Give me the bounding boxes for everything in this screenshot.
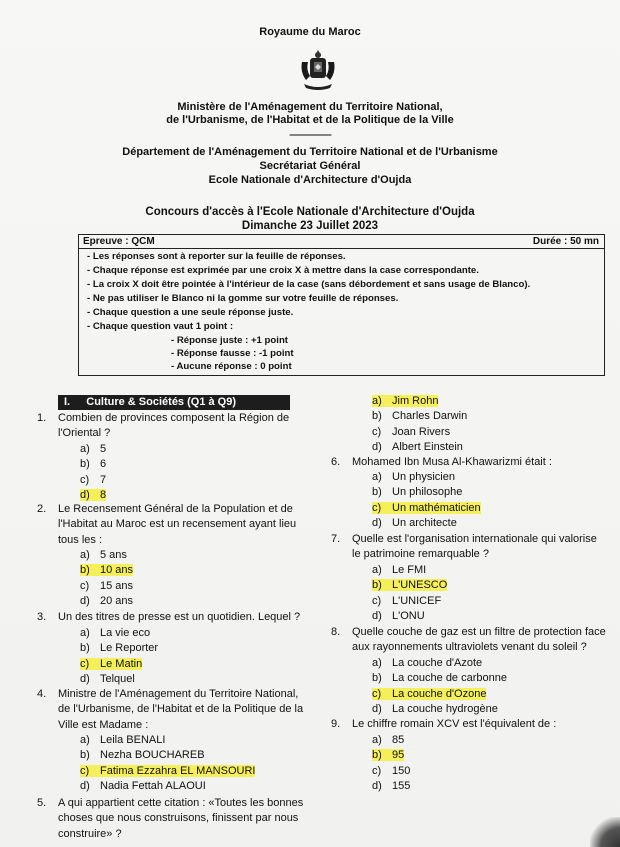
answer-content — [80, 749, 205, 761]
answer-option — [80, 488, 106, 503]
answer-option — [372, 702, 498, 717]
option-letter: d) — [80, 779, 90, 792]
option-text: L'ONU — [392, 609, 425, 622]
option-letter: b) — [372, 486, 382, 499]
answer-option — [372, 656, 482, 671]
option-letter: d) — [372, 516, 382, 529]
option-text: Telquel — [100, 672, 135, 685]
coat-of-arms-icon — [296, 48, 340, 92]
question-text-line: tous les : — [58, 533, 103, 546]
option-text: L'UNICEF — [392, 594, 442, 607]
answer-option — [80, 748, 205, 763]
answer-content — [372, 703, 498, 715]
option-text: 10 ans — [100, 564, 134, 577]
option-text: La couche d'Ozone — [392, 687, 487, 700]
option-letter: a) — [80, 627, 90, 639]
option-text: Le Reporter — [100, 642, 159, 655]
page-corner-shadow — [590, 817, 620, 847]
answer-content — [80, 458, 106, 470]
highlighted-answer — [372, 395, 438, 407]
answer-content — [372, 734, 404, 746]
option-text: Le FMI — [392, 564, 427, 576]
option-text: 5 — [100, 443, 107, 455]
highlighted-answer — [372, 579, 447, 591]
question-3 — [37, 610, 301, 625]
answer-content — [372, 564, 426, 576]
option-letter: b) — [372, 579, 382, 592]
highlighted-answer — [372, 749, 404, 761]
answer-content — [372, 471, 455, 483]
answer-option — [372, 440, 463, 455]
question-text-line: Quelle couche de gaz est un filtre de protection face — [352, 626, 606, 638]
answer-content — [372, 595, 441, 607]
option-letter: d) — [372, 779, 382, 792]
answer-option — [372, 394, 438, 409]
option-text: 8 — [100, 488, 107, 501]
section-title: Culture & Sociétés (Q1 à Q9) — [86, 396, 237, 408]
question-number: 6. — [331, 456, 341, 468]
question-5 — [37, 796, 304, 842]
highlighted-answer — [80, 489, 106, 501]
answer-option — [372, 594, 441, 609]
option-text: Leila BENALI — [100, 734, 166, 746]
answer-content — [80, 595, 133, 607]
answer-option — [372, 425, 450, 440]
question-number: 8. — [331, 626, 341, 638]
option-text: 95 — [392, 749, 405, 762]
scoring-line: - Réponse fausse : -1 point — [171, 348, 294, 359]
question-1 — [37, 411, 290, 442]
answer-option — [80, 442, 106, 457]
answer-option — [372, 748, 404, 763]
scoring-line: - Réponse juste : +1 point — [171, 335, 289, 346]
option-text: 7 — [100, 473, 107, 486]
option-letter: c) — [372, 687, 382, 700]
answer-content — [372, 657, 482, 669]
answer-option — [372, 409, 467, 424]
answer-content — [372, 610, 425, 622]
question-text-line: l'Oriental ? — [58, 427, 111, 440]
question-text-line: Le Recensement Général de la Population et de — [58, 503, 293, 515]
department-line: Département de l'Aménagement du Territoire National et de l'Urbanisme — [122, 146, 498, 158]
option-letter: a) — [80, 443, 90, 455]
option-text: Nezha BOUCHAREB — [100, 749, 205, 762]
option-letter: b) — [372, 410, 382, 423]
question-text-line: aux rayonnements ultraviolets venant du soleil ? — [352, 641, 587, 654]
option-letter: b) — [80, 458, 90, 471]
answer-content — [80, 474, 106, 486]
option-letter: a) — [372, 471, 382, 483]
question-text-line: Combien de provinces composent la Région de — [58, 412, 290, 424]
answer-content — [80, 673, 135, 685]
question-text-line: choses que nous construisons, finissent par nous — [58, 812, 299, 825]
answer-option — [80, 672, 135, 687]
answer-content — [80, 580, 133, 592]
question-text-line: le patrimoine remarquable ? — [352, 548, 489, 561]
question-number: 5. — [37, 797, 47, 809]
answer-option — [80, 563, 133, 578]
question-7 — [331, 532, 597, 563]
option-letter: c) — [372, 764, 382, 777]
secretariat-line: Secrétariat Général — [259, 160, 361, 172]
option-letter: b) — [372, 672, 382, 685]
option-text: 155 — [392, 779, 411, 792]
option-text: La couche d'Azote — [392, 657, 483, 669]
option-letter: b) — [372, 749, 382, 762]
option-text: Nadia Fettah ALAOUI — [100, 779, 206, 792]
option-text: Joan Rivers — [392, 425, 451, 438]
answer-option — [372, 516, 457, 531]
question-number: 3. — [37, 611, 47, 623]
answer-option — [80, 764, 255, 779]
question-number: 4. — [37, 688, 47, 700]
kingdom-title: Royaume du Maroc — [259, 26, 361, 38]
option-letter: c) — [372, 425, 382, 438]
question-text-line: Ville est Madame : — [58, 718, 149, 731]
answer-option — [80, 657, 142, 672]
answer-option — [372, 733, 404, 748]
question-text-line: de l'Urbanisme, de l'Habitat et de la Politique de la — [58, 703, 304, 716]
answer-option — [80, 626, 150, 641]
question-2 — [37, 502, 297, 548]
question-number: 7. — [331, 533, 341, 545]
question-number: 9. — [331, 718, 341, 730]
option-letter: b) — [80, 564, 90, 577]
option-text: L'UNESCO — [392, 579, 448, 592]
answer-option — [372, 485, 462, 500]
question-number: 2. — [37, 503, 47, 515]
option-text: 20 ans — [100, 594, 134, 607]
question-text-line: Ministre de l'Aménagement du Territoire National, — [58, 688, 299, 700]
answer-option — [372, 687, 486, 702]
section-heading — [58, 395, 290, 410]
answer-content — [80, 780, 206, 792]
option-text: Un architecte — [392, 516, 457, 529]
answer-content — [80, 642, 158, 654]
option-text: Le Matin — [100, 657, 143, 670]
instructions-box — [78, 234, 605, 376]
answer-content — [372, 486, 462, 498]
contest-date: Dimanche 23 Juillet 2023 — [241, 220, 379, 232]
option-text: Charles Darwin — [392, 410, 468, 423]
question-text-line: Mohamed Ibn Musa Al-Khawarizmi était : — [352, 456, 552, 468]
question-9 — [331, 717, 557, 732]
question-text-line: A qui appartient cette citation : «Toutes les bonnes — [58, 797, 304, 809]
answer-option — [80, 779, 206, 794]
answer-option — [372, 779, 410, 794]
question-text-line: Le chiffre romain XCV est l'équivalent de : — [352, 718, 557, 730]
option-letter: c) — [80, 579, 90, 592]
answer-option — [80, 548, 127, 563]
option-letter: b) — [80, 642, 90, 655]
answer-content — [372, 517, 457, 529]
answer-content — [372, 765, 410, 777]
question-8 — [331, 625, 606, 656]
option-letter: d) — [80, 488, 90, 501]
option-letter: a) — [372, 734, 382, 746]
section-number: I. — [64, 396, 71, 408]
answer-option — [372, 563, 426, 578]
option-letter: c) — [80, 473, 90, 486]
separator: ------------------------- — [289, 130, 331, 139]
answer-option — [372, 764, 410, 779]
answer-option — [80, 579, 133, 594]
question-4 — [37, 687, 304, 733]
answer-content — [372, 672, 507, 684]
option-letter: a) — [372, 657, 382, 669]
option-letter: c) — [80, 764, 90, 777]
option-text: La couche hydrogène — [392, 702, 498, 715]
answer-content — [80, 443, 106, 455]
option-text: 5 ans — [100, 549, 127, 561]
answer-content — [80, 627, 150, 639]
rule-line: - Chaque question a une seule réponse juste. — [87, 307, 294, 318]
rule-line: - Chaque question vaut 1 point : — [87, 321, 234, 332]
exam-type-label: Epreuve : QCM — [83, 236, 155, 247]
option-text: 15 ans — [100, 579, 134, 592]
answer-option — [372, 470, 455, 485]
question-text-line: l'Habitat au Maroc est un recensement ayant lieu — [58, 518, 297, 531]
answer-option — [80, 594, 133, 609]
option-letter: b) — [80, 749, 90, 762]
answer-content — [372, 780, 410, 792]
rule-line: - Chaque réponse est exprimée par une croix X à mettre dans la case correspondante. — [87, 265, 479, 276]
answer-content — [80, 549, 127, 561]
option-letter: c) — [372, 594, 382, 607]
option-text: 85 — [392, 734, 405, 746]
highlighted-answer — [372, 688, 486, 700]
question-text-line: Quelle est l'organisation internationale qui valorise — [352, 533, 597, 545]
answer-content — [372, 410, 467, 422]
instructions-box-header — [79, 235, 604, 249]
option-text: Un mathématicien — [392, 501, 481, 514]
option-letter: d) — [372, 440, 382, 453]
option-letter: d) — [372, 702, 382, 715]
option-text: Un philosophe — [392, 486, 463, 499]
option-text: Fatima Ezzahra EL MANSOURI — [100, 764, 256, 777]
option-text: La couche de carbonne — [392, 672, 507, 685]
highlighted-answer — [80, 564, 133, 576]
answer-content — [372, 426, 450, 438]
option-letter: a) — [80, 734, 90, 746]
duration-label: Durée : 50 mn — [532, 236, 599, 247]
option-letter: c) — [80, 657, 90, 670]
option-letter: d) — [80, 594, 90, 607]
scoring-line: - Aucune réponse : 0 point — [171, 361, 292, 372]
option-text: 6 — [100, 458, 107, 471]
answer-option — [80, 457, 106, 472]
answer-option — [80, 641, 158, 656]
option-letter: a) — [372, 564, 382, 576]
option-letter: d) — [80, 672, 90, 685]
question-text-line: construire» ? — [58, 827, 122, 840]
question-6 — [331, 455, 552, 470]
option-letter: c) — [372, 501, 382, 514]
option-text: Albert Einstein — [392, 440, 463, 453]
option-text: Jim Rohn — [392, 395, 439, 407]
answer-option — [372, 609, 425, 624]
question-number: 1. — [37, 412, 47, 424]
option-letter: d) — [372, 609, 382, 622]
rule-line: - Les réponses sont à reporter sur la feuille de réponses. — [87, 251, 346, 262]
answer-option — [372, 671, 507, 686]
option-letter: a) — [372, 395, 382, 407]
school-line: Ecole Nationale d'Architecture d'Oujda — [208, 174, 412, 186]
answer-option — [80, 733, 165, 748]
question-text-line: Un des titres de presse est un quotidien. Lequel ? — [58, 611, 301, 623]
option-text: La vie eco — [100, 627, 151, 639]
contest-title: Concours d'accès à l'Ecole Nationale d'Architecture d'Oujda — [145, 206, 475, 218]
highlighted-answer — [80, 765, 255, 777]
answer-content — [372, 441, 463, 453]
highlighted-answer — [372, 502, 481, 514]
answer-content — [80, 734, 165, 746]
ministry-line-2: de l'Urbanisme, de l'Habitat et de la Politique de la Ville — [166, 114, 454, 126]
answer-option — [372, 501, 481, 516]
rule-line: - La croix X doit être pointée à l'intérieur de la case (sans débordement et sans usage de Blanco). — [87, 279, 531, 290]
highlighted-answer — [80, 658, 142, 670]
option-letter: a) — [80, 549, 90, 561]
answer-option — [372, 578, 447, 593]
ministry-line-1: Ministère de l'Aménagement du Territoire National, — [177, 101, 443, 113]
option-text: Un physicien — [392, 471, 455, 483]
rule-line: - Ne pas utiliser le Blanco ni la gomme sur votre feuille de réponses. — [87, 293, 399, 304]
answer-option — [80, 473, 106, 488]
option-text: 150 — [392, 764, 411, 777]
